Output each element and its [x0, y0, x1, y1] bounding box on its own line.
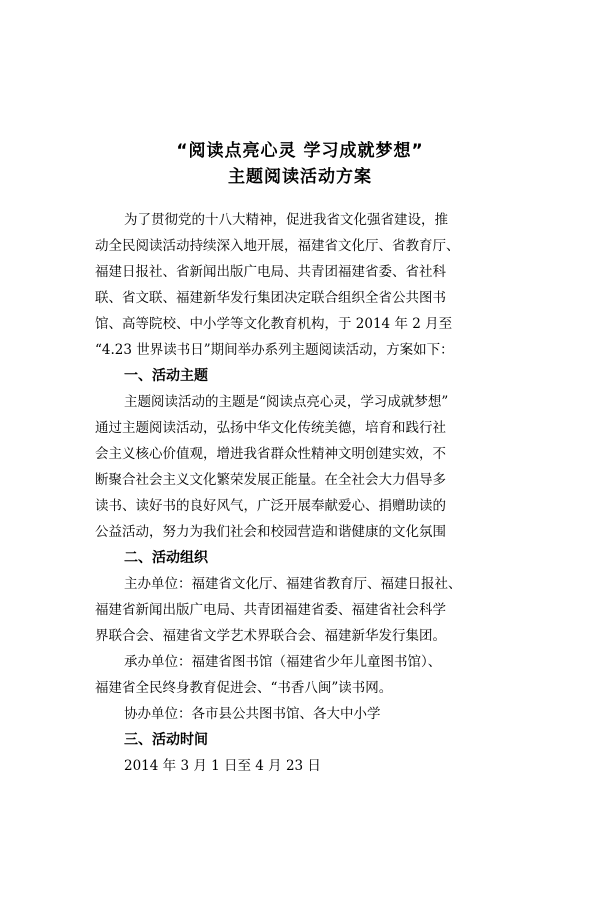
intro-line: 福建日报社、省新闻出版广电局、共青团福建省委、省社科: [95, 264, 446, 280]
section-heading-theme: 一、活动主题: [124, 368, 208, 384]
section3-line: 2014 年 3 月 1 日至 4 月 23 日: [124, 758, 321, 774]
section-heading-time: 三、活动时间: [124, 732, 208, 748]
section1-line: 会主义核心价值观，增进我省群众性精神文明创建实效，不: [95, 446, 446, 462]
section2-line: 承办单位：福建省图书馆（福建省少年儿童图书馆）、: [124, 654, 442, 670]
section1-line: 公益活动，努力为我们社会和校园营造和谐健康的文化氛围: [95, 524, 446, 540]
document-title: “阅读点亮心灵 学习成就梦想”: [176, 141, 424, 161]
section1-line: 通过主题阅读活动，弘扬中华文化传统美德，培育和践行社: [95, 420, 446, 436]
section2-line: 主办单位：福建省文化厅、福建省教育厅、福建日报社、: [124, 576, 462, 592]
section1-line: 主题阅读活动的主题是“阅读点亮心灵，学习成就梦想”: [124, 394, 449, 410]
intro-line: “4.23 世界读书日”期间举办系列主题阅读活动，方案如下：: [95, 342, 454, 358]
section2-line: 福建省新闻出版广电局、共青团福建省委、福建省社会科学: [95, 602, 446, 618]
section1-line: 断聚合社会主义文化繁荣发展正能量。在全社会大力倡导多: [95, 472, 446, 488]
intro-line: 联、省文联、福建新华发行集团决定联合组织全省公共图书: [95, 290, 446, 306]
section-heading-organization: 二、活动组织: [124, 550, 208, 566]
intro-line: 动全民阅读活动持续深入地开展，福建省文化厅、省教育厅、: [95, 238, 460, 254]
section2-line: 界联合会、福建省文学艺术界联合会、福建新华发行集团。: [95, 628, 446, 644]
section1-line: 读书、读好书的良好风气，广泛开展奉献爱心、捐赠助读的: [95, 498, 446, 514]
intro-line: 馆、高等院校、中小学等文化教育机构，于 2014 年 2 月至: [95, 316, 453, 332]
section2-line: 协办单位：各市县公共图书馆、各大中小学: [124, 706, 381, 722]
intro-line: 为了贯彻党的十八大精神，促进我省文化强省建设，推: [124, 212, 448, 228]
document-subtitle: 主题阅读活动方案: [228, 167, 372, 187]
section2-line: 福建省全民终身教育促进会、“书香八闽”读书网。: [95, 680, 393, 696]
